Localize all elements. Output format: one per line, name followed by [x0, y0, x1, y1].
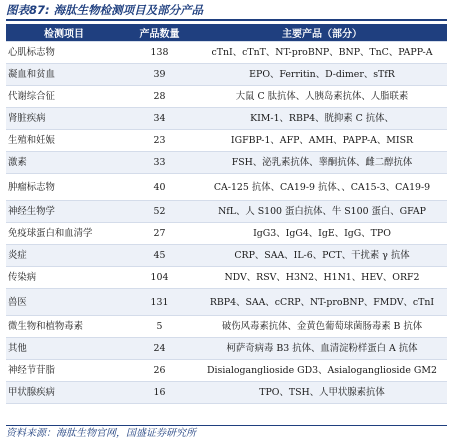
cell-test-item: 凝血和贫血 [6, 64, 122, 86]
table-bottom-rule [6, 425, 447, 426]
header-test-item: 检测项目 [6, 24, 122, 42]
products-table [6, 24, 447, 404]
table-row [6, 64, 447, 86]
cell-test-item: 肿瘤标志物 [6, 174, 122, 201]
header-main-products: 主要产品（部分） [197, 24, 447, 42]
cell-test-item: 肾脏疾病 [6, 108, 122, 130]
cell-product-count: 138 [122, 42, 197, 64]
table-row [6, 42, 447, 64]
source-note: 资料来源：海肽生物官网，国盛证券研究所 [6, 428, 196, 439]
table-row [6, 382, 447, 404]
cell-main-products: KIM-1、RBP4、胱抑素 C 抗体、 [197, 108, 447, 130]
cell-main-products: FSH、泌乳素抗体、睾酮抗体、雌二醇抗体 [197, 152, 447, 174]
table-row [6, 316, 447, 338]
cell-product-count: 24 [122, 338, 197, 360]
table-row [6, 174, 447, 201]
cell-main-products: 大鼠 C 肽抗体、人胰岛素抗体、人脂联素 [197, 86, 447, 108]
cell-product-count: 27 [122, 223, 197, 245]
cell-main-products: RBP4、SAA、cCRP、NT-proBNP、FMDV、cTnI [197, 289, 447, 316]
title-rule [6, 19, 447, 21]
cell-test-item: 神经生物学 [6, 201, 122, 223]
header-product-count: 产品数量 [122, 24, 197, 42]
table-row [6, 86, 447, 108]
cell-test-item: 甲状腺疾病 [6, 382, 122, 404]
cell-main-products: 柯萨奇病毒 B3 抗体、血清淀粉样蛋白 A 抗体 [197, 338, 447, 360]
cell-test-item: 炎症 [6, 245, 122, 267]
cell-product-count: 39 [122, 64, 197, 86]
cell-main-products: CRP、SAA、IL-6、PCT、干扰素 γ 抗体 [197, 245, 447, 267]
cell-test-item: 传染病 [6, 267, 122, 289]
cell-product-count: 23 [122, 130, 197, 152]
table-row [6, 152, 447, 174]
cell-test-item: 免疫球蛋白和血清学 [6, 223, 122, 245]
table-row [6, 267, 447, 289]
cell-main-products: TPO、TSH、人甲状腺素抗体 [197, 382, 447, 404]
cell-test-item: 兽医 [6, 289, 122, 316]
cell-main-products: cTnI、cTnT、NT-proBNP、BNP、TnC、PAPP-A [197, 42, 447, 64]
cell-test-item: 神经节苷脂 [6, 360, 122, 382]
cell-product-count: 40 [122, 174, 197, 201]
cell-test-item: 微生物和植物毒素 [6, 316, 122, 338]
cell-test-item: 心肌标志物 [6, 42, 122, 64]
cell-main-products: NfL、人 S100 蛋白抗体、牛 S100 蛋白、GFAP [197, 201, 447, 223]
cell-product-count: 45 [122, 245, 197, 267]
table-row [6, 245, 447, 267]
cell-product-count: 33 [122, 152, 197, 174]
cell-test-item: 激素 [6, 152, 122, 174]
cell-main-products: NDV、RSV、H3N2、H1N1、HEV、ORF2 [197, 267, 447, 289]
cell-product-count: 5 [122, 316, 197, 338]
cell-product-count: 28 [122, 86, 197, 108]
table-row [6, 289, 447, 316]
table-row [6, 338, 447, 360]
cell-product-count: 52 [122, 201, 197, 223]
cell-product-count: 16 [122, 382, 197, 404]
cell-main-products: 破伤风毒素抗体、金黄色葡萄球菌肠毒素 B 抗体 [197, 316, 447, 338]
cell-main-products: IGFBP-1、AFP、AMH、PAPP-A、MISR [197, 130, 447, 152]
table-row [6, 223, 447, 245]
cell-product-count: 34 [122, 108, 197, 130]
figure-title: 图表87: 海肽生物检测项目及部分产品 [6, 3, 204, 17]
cell-test-item: 代谢综合征 [6, 86, 122, 108]
cell-product-count: 104 [122, 267, 197, 289]
cell-main-products: EPO、Ferritin、D-dimer、sTfR [197, 64, 447, 86]
cell-test-item: 其他 [6, 338, 122, 360]
table-header-row [6, 24, 447, 42]
cell-test-item: 生殖和妊娠 [6, 130, 122, 152]
cell-product-count: 26 [122, 360, 197, 382]
table-row [6, 201, 447, 223]
table-row [6, 360, 447, 382]
table-row [6, 130, 447, 152]
cell-main-products: Disialoganglioside GD3、Asialoganglioside GM2 [197, 360, 447, 382]
table-row [6, 108, 447, 130]
cell-product-count: 131 [122, 289, 197, 316]
cell-main-products: IgG3、IgG4、IgE、IgG、TPO [197, 223, 447, 245]
cell-main-products: CA-125 抗体、CA19-9 抗体、、CA15-3、CA19-9 [197, 174, 447, 201]
